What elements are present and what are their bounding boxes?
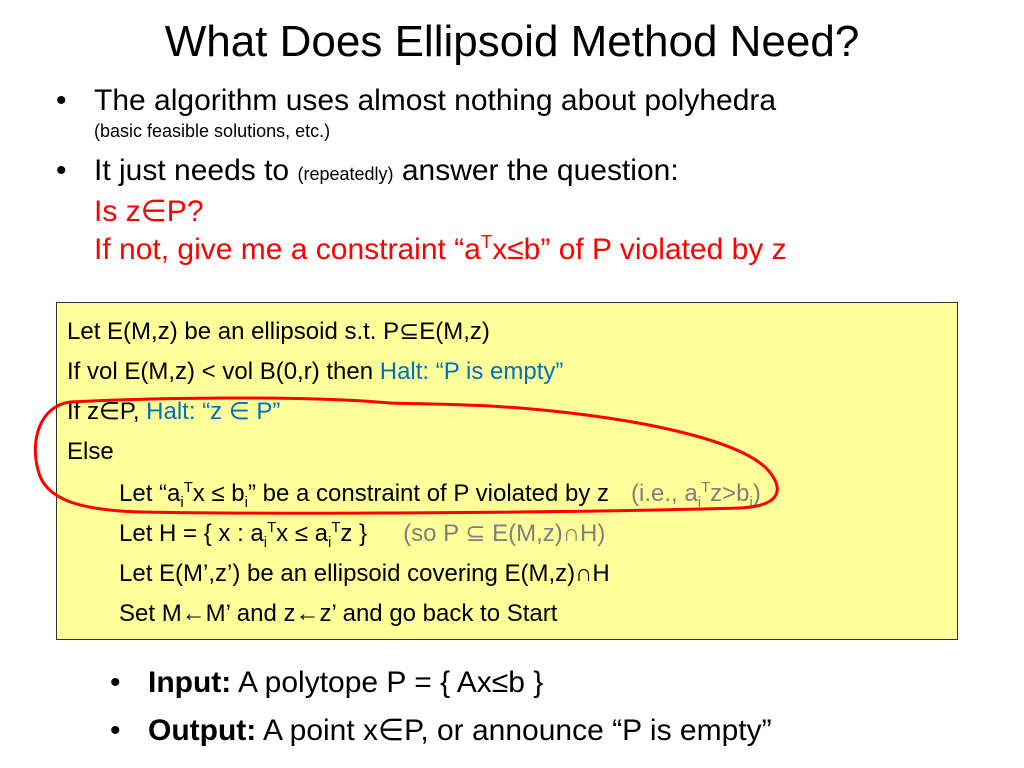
bullet-dot-icon: • xyxy=(110,714,121,747)
question-is-z-in-p: Is z∈P? xyxy=(94,195,204,228)
algo-line-3: If z∈P, Halt: “z ∈ P” xyxy=(67,398,281,425)
bullet-text: The algorithm uses almost nothing about polyhedra xyxy=(94,84,777,117)
bullet-dot-icon: • xyxy=(56,84,67,117)
algo-line-update: Set M←M’ and z←z’ and go back to Start xyxy=(119,600,558,627)
algo-line-2: If vol E(M,z) < vol B(0,r) then Halt: “P is empty” xyxy=(67,358,564,385)
algo-line-else: Else xyxy=(67,438,114,465)
algo-line-new-ellipsoid: Let E(M’,z’) be an ellipsoid covering E(M,z)∩H xyxy=(119,560,610,587)
algorithm-box xyxy=(56,302,958,640)
bullet-algorithm-uses xyxy=(56,82,996,142)
bullet-text: It just needs to (repeatedly) answer the question: xyxy=(94,154,679,187)
algo-line-1: Let E(M,z) be an ellipsoid s.t. P⊆E(M,z) xyxy=(67,318,490,345)
slide-title: What Does Ellipsoid Method Need? xyxy=(164,17,860,66)
question-violated-constraint: If not, give me a constraint “$a^Tx\le b$” of P violated by z xyxy=(94,231,787,266)
bullet-needs-to-answer xyxy=(56,152,996,269)
algo-line-halfspace: Let H = { x : $a_i^Tx \le a_i^Tz$ } (so P ⊆ E(M,z)∩H) xyxy=(119,520,606,551)
bullet-output: • Output: A point x∈P, or announce “P is empty” xyxy=(110,712,772,750)
bullet-dot-icon: • xyxy=(56,154,67,187)
bullet-note: (basic feasible solutions, etc.) xyxy=(94,121,331,141)
bullet-input: • Input: A polytope P = { Ax≤b } xyxy=(110,664,543,702)
bullet-dot-icon: • xyxy=(110,666,121,699)
algo-line-violated-constraint: Let “$a_i^Tx \le b_i$” be a constraint of P violated by z (i.e., $a_i^Tz>b_i$) xyxy=(119,480,761,511)
